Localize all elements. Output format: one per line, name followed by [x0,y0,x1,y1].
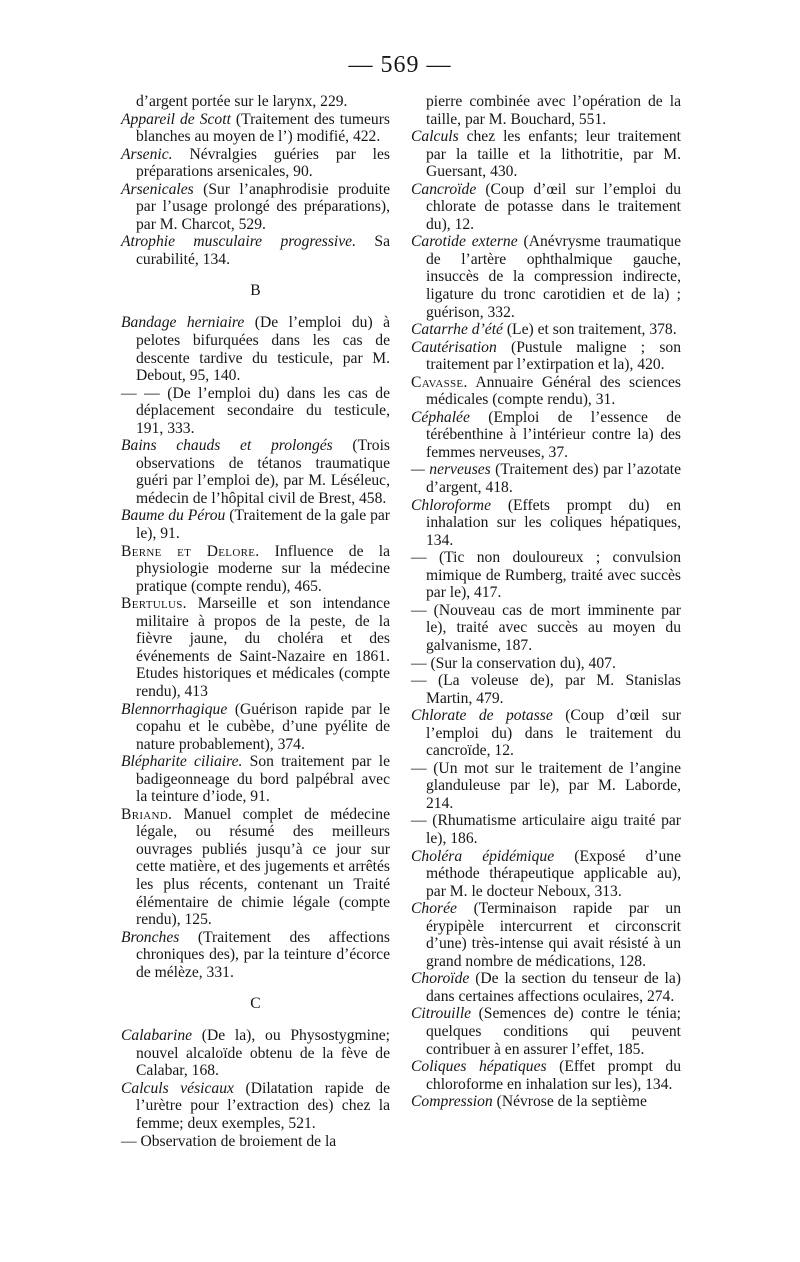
entry-text: d’argent portée sur le larynx, 229. [136,93,348,110]
entry-text: Son traitement par le badigeonneage du bord palpébral avec la teinture d’iode, 91. [136,753,390,806]
entry-text: Névralgies guéries par les préparations arsenicales, 90. [136,145,390,181]
index-column-left [121,93,390,1150]
entry-heading: Arsenicales [121,180,194,198]
index-entry [121,233,390,268]
index-entry [411,374,681,409]
entry-heading: — [411,654,427,672]
entry-heading: Carotide externe [411,233,518,251]
entry-text: (Tic non douloureux ; convulsion mimique de Rumberg, traité avec succès par le), 417. [426,549,681,602]
index-entry [411,1058,681,1093]
index-entry [121,929,390,982]
index-entry [411,848,681,901]
index-entry [121,385,390,438]
index-entry [411,181,681,234]
entry-text: Sa curabilité, 134. [136,233,390,268]
page-number: — 569 — [348,52,452,78]
entry-text: (Effets prompt du) en inhalation sur les coliques hépatiques, 134. [426,496,681,549]
entry-text: (Trois observations de tétanos traumatique guéri par l’emploi de), par M. Léséleuc, médecin de l’hôpital civil de Brest, 458. [136,437,390,507]
index-entry [121,806,390,929]
entry-text: chez les enfants; leur traitement par la taille et la lithotritie, par M. Guersant, 430. [426,128,681,181]
entry-heading: Atrophie musculaire progressive. [121,233,356,251]
entry-heading: Chorée [411,900,457,918]
index-entry [411,549,681,602]
index-entry [121,93,390,111]
entries-a [121,93,390,268]
entry-text: Observation de broiement de la [136,1132,337,1150]
entry-text: (Le) et son traitement, 378. [502,321,677,339]
entry-text: (Traitement de la gale par le), 91. [136,507,390,543]
entry-heading: — [121,1132,137,1150]
entry-heading: — [411,601,427,619]
entry-text: (De l’emploi du) dans les cas de déplacement secondaire du testicule, 191, 333. [136,384,390,437]
entry-text: Manuel complet de médecine légale, ou résumé des meilleurs ouvrages publiés jusqu’à ce jour sur cette matière, et des jugements et arrêtés les plus récents, contenant un Traité élémentaire de chimie légale (compte rendu), 125. [136,805,390,929]
entry-heading: — [411,759,427,777]
entry-text: (Un mot sur le traitement de l’angine glanduleuse par le), par M. Laborde, 214. [426,759,681,812]
entry-text: (Sur l’anaphrodisie produite par l’usage prolongé des préparations), par M. Charcot, 529. [136,180,390,233]
section-heading-b: B [250,282,261,300]
index-entry [121,701,390,754]
index-entry [121,314,390,384]
index-entry [121,1133,390,1151]
entry-heading: Citrouille [411,1005,472,1023]
index-entry [411,461,681,496]
entry-heading: Choroïde [411,970,470,988]
index-entry [411,321,681,339]
entry-heading: Coliques hépatiques [411,1058,547,1076]
entry-heading: Choléra épidémique [411,847,555,865]
entry-heading: Bronches [121,928,180,946]
entry-text: (Exposé d’une méthode thérapeutique applicable au), par M. le docteur Neboux, 313. [426,847,681,900]
entry-heading: Blennorrhagique [121,700,228,718]
entry-text: (Semences de) contre le ténia; quelques conditions qui peuvent contribuer à en assurer l’effet, 185. [426,1005,681,1058]
index-entry [411,900,681,970]
entry-text: (Nouveau cas de mort imminente par le), traité avec succès au moyen du galvanisme, 187. [426,601,681,654]
index-entry [411,497,681,550]
index-entry [411,339,681,374]
index-entry [121,753,390,806]
entry-heading: Calculs [411,128,459,146]
entry-text: Marseille et son intendance militaire à propos de la peste, de la fièvre jaune, du choléra et des événements de Saint-Nazaire en 1861. Etudes historiques et médicales (compte rendu), 413 [136,595,390,700]
entry-text: (Coup d’œil sur l’emploi du) dans le traitement du cancroïde, 12. [426,707,681,760]
index-entry [121,1080,390,1133]
index-entry [411,970,681,1005]
index-entry [411,812,681,847]
entry-heading: Bertulus. [121,595,187,613]
entry-text: (Coup d’œil sur l’emploi du chlorate de potasse dans le traitement du), 12. [426,180,681,233]
entries-c-continued [411,93,681,1111]
index-entry [411,672,681,707]
entry-heading: Bains chauds et prolongés [121,437,333,455]
entry-heading: — — [121,384,160,402]
entry-text: (Emploi de l’essence de térébenthine à l’intérieur contre la) des femmes nerveuses, 37. [426,408,681,461]
index-entry [411,233,681,321]
entry-heading: Céphalée [411,408,470,426]
index-entry [411,655,681,673]
index-entry [411,128,681,181]
entry-text: Influence de la physiologie moderne sur la médecine pratique (compte rendu), 465. [136,542,390,595]
index-entry [411,602,681,655]
entry-text: (Traitement des affections chroniques des), par la teinture d’écorce de mélèze, 331. [136,928,390,981]
entry-text: (Rhumatisme articulaire aigu traité par le), 186. [426,812,681,847]
section-heading-c: C [250,995,261,1013]
index-entry [121,1027,390,1080]
entry-heading: — [411,549,427,567]
entry-text: Annuaire Général des sciences médicales (compte rendu), 31. [426,373,681,409]
entry-text: pierre combinée avec l’opération de la taille, par M. Bouchard, 551. [426,93,681,128]
entry-text: (Traitement des tumeurs blanches au moyen de l’) modifié, 422. [136,110,390,146]
entry-heading: Calabarine [121,1027,193,1045]
index-entry [121,595,390,700]
index-entry [411,760,681,813]
entry-heading: Cancroïde [411,180,477,198]
entry-heading: Bandage herniaire [121,314,245,332]
entry-text: (De la section du tenseur de la) dans certaines affections oculaires, 274. [426,970,681,1005]
index-entry [411,409,681,462]
index-entry [121,181,390,234]
entries-c [121,1027,390,1150]
entry-heading: Calculs vésicaux [121,1079,234,1097]
entry-heading: Cavasse. [411,373,468,391]
entry-text: (Effet prompt du chloroforme en inhalation sur les), 134. [426,1058,681,1093]
index-entry [121,111,390,146]
index-entry [121,437,390,507]
entry-text: (Guérison rapide par le copahu et le cubèbe, d’une pyélite de nature probablement), 374. [136,700,390,753]
entry-heading: Chloroforme [411,496,491,514]
entry-heading: Compression [411,1093,493,1111]
entry-text: (De la), ou Physostygmine; nouvel alcaloïde obtenu de la fève de Calabar, 168. [136,1027,390,1080]
entry-heading: — [411,812,427,830]
index-entry [411,707,681,760]
entry-heading: Chlorate de potasse [411,707,553,725]
entry-heading: — nerveuses [411,461,491,479]
index-entry [411,93,681,128]
entries-b [121,314,390,981]
entry-text: (Névrose de la septième [492,1093,647,1111]
entry-heading: Catarrhe d’été [411,321,503,339]
entry-text: (De l’emploi du) à pelotes bifurquées dans les cas de descente tardive du testicule, par M. Debout, 95, 140. [136,314,390,385]
entry-heading: Appareil de Scott [121,110,231,128]
entry-text: (Pustule maligne ; son traitement par l’extirpation et la), 420. [426,338,681,374]
entry-heading: Cautérisation [411,338,497,356]
entry-text: (La voleuse de), par M. Stanislas Martin, 479. [426,672,681,707]
index-column-right [411,93,681,1111]
index-entry [121,146,390,181]
entry-text: (Dilatation rapide de l’urètre pour l’extraction des) chez la femme; deux exemples, 521. [136,1079,390,1132]
entry-text: (Terminaison rapide par un érypipèle intercurrent et circonscrit d’une) très-intense qui avait résisté à un grand nombre de médications, 128. [426,900,681,970]
entry-heading: Arsenic. [121,145,173,163]
entry-heading: — [411,672,427,690]
entry-text: (Traitement des) par l’azotate d’argent, 418. [426,461,681,497]
entry-heading: Briand. [121,805,173,823]
entry-heading: Berne et Delore. [121,542,260,560]
entry-text: (Anévrysme traumatique de l’artère ophthalmique gauche, insuccès de la compression indirecte, ligature du tronc carotidien et de la) ; guérison, 332. [426,233,681,321]
index-entry [121,507,390,542]
index-entry [121,543,390,596]
index-entry [411,1093,681,1111]
index-entry [411,1005,681,1058]
entry-heading: Blépharite ciliaire. [121,753,243,771]
entry-heading: Baume du Pérou [121,507,226,525]
entry-text: (Sur la conservation du), 407. [426,654,616,672]
